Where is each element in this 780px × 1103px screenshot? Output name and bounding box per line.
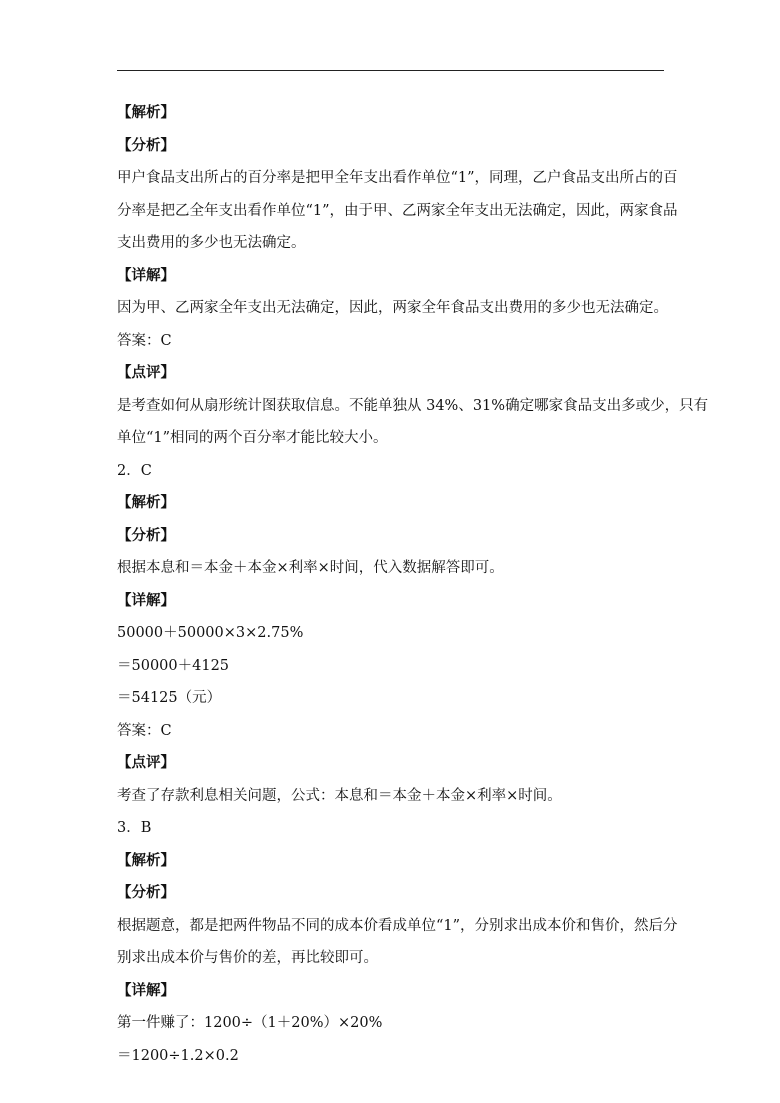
text-line: ＝50000＋4125 — [117, 657, 230, 674]
text-line: 支出费用的多少也无法确定。 — [117, 235, 306, 251]
section-heading: 【详解】 — [117, 266, 175, 284]
section-heading: 【分析】 — [117, 884, 175, 901]
section-heading: 【详解】 — [117, 981, 175, 999]
text-line: 单位“1”相同的两个百分率才能比较大小。 — [117, 430, 388, 446]
text-line: 答案：C — [117, 722, 172, 739]
text-line: 答案：C — [117, 332, 172, 349]
section-heading: 【点评】 — [117, 754, 175, 771]
section-heading: 【解析】 — [117, 104, 175, 121]
text-line: 分率是把乙全年支出看作单位“1”，由于甲、乙两家全年支出无法确定，因此，两家食品 — [117, 202, 678, 219]
text-line: 是考查如何从扇形统计图获取信息。不能单独从 34%、31%确定哪家食品支出多或少，只有 — [117, 397, 709, 414]
text-line: 3．B — [117, 820, 152, 836]
document-body — [117, 97, 709, 1072]
text-line: ＝54125（元） — [117, 690, 222, 706]
section-heading: 【详解】 — [117, 591, 175, 609]
text-line: 根据本息和＝本金＋本金×利率×时间，代入数据解答即可。 — [117, 560, 504, 576]
section-heading: 【解析】 — [117, 851, 175, 869]
text-line: 考查了存款利息相关问题，公式：本息和＝本金＋本金×利率×时间。 — [117, 787, 562, 804]
text-line: 甲户食品支出所占的百分率是把甲全年支出看作单位“1”，同理，乙户食品支出所占的百 — [117, 170, 678, 186]
text-line: ＝1200÷1.2×0.2 — [117, 1047, 239, 1064]
text-line: 别求出成本价与售价的差，再比较即可。 — [117, 950, 378, 966]
section-heading: 【解析】 — [117, 494, 175, 511]
text-line: 第一件赚了：1200÷（1＋20%）×20% — [117, 1015, 383, 1031]
section-heading: 【分析】 — [117, 136, 175, 154]
text-line: 因为甲、乙两家全年支出无法确定，因此，两家全年食品支出费用的多少也无法确定。 — [117, 300, 668, 316]
section-heading: 【分析】 — [117, 526, 175, 544]
text-line: 50000＋50000×3×2.75% — [117, 625, 304, 641]
header-rule — [117, 70, 664, 71]
text-line: 根据题意，都是把两件物品不同的成本价看成单位“1”，分别求出成本价和售价，然后分 — [117, 917, 678, 934]
text-line: 2．C — [117, 462, 152, 479]
section-heading: 【点评】 — [117, 364, 175, 381]
